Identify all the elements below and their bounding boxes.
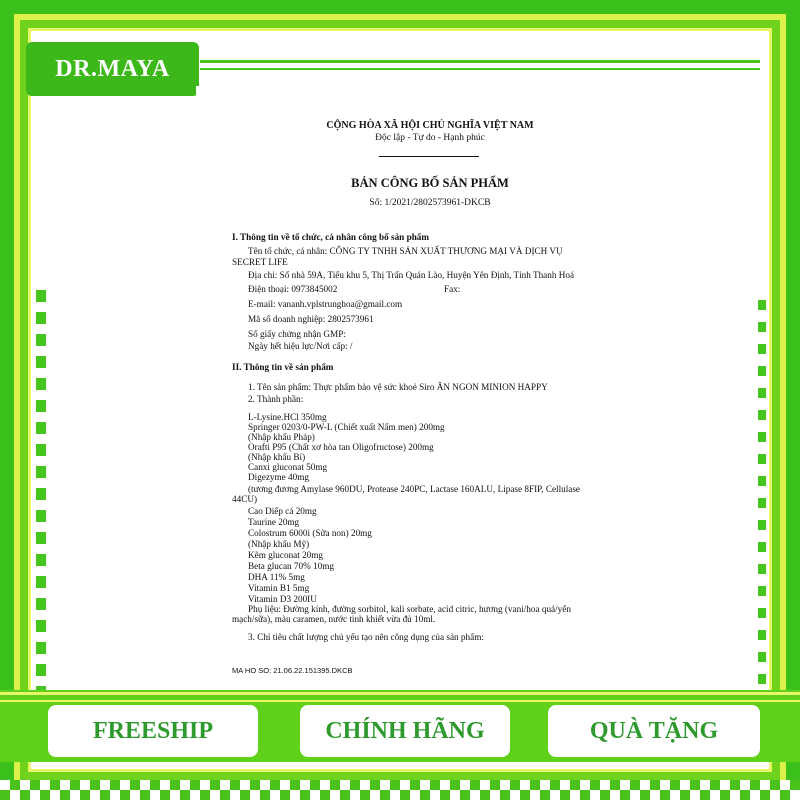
doc-number: Số: 1/2021/2802573961-DKCB (369, 198, 491, 208)
org-address: Địa chỉ: Số nhà 59A, Tiểu khu 5, Thị Trấn Quán Lào, Huyện Yên Định, Tỉnh Thanh Hoá (248, 270, 575, 280)
section1-title: I. Thông tin về tổ chức, cá nhân công bố sản phẩm (232, 232, 430, 242)
decor-dashes-right (758, 300, 766, 700)
ingredient-item: Vitamin D3 200IU (248, 594, 317, 604)
decor-lines (200, 60, 760, 72)
ingredient-item: Digezyme 40mg (248, 472, 309, 482)
ingredient-item: Springer 0203/0-PW-L (Chiết xuất Nấm men) 200mg (248, 422, 445, 432)
excipients-line2: mạch/sữa), màu caramen, nước tinh khiết vừa đủ 10ml. (232, 614, 436, 624)
ingredient-item: Vitamin B1 5mg (248, 583, 310, 593)
org-validity: Ngày hết hiệu lực/Nơi cấp: / (248, 341, 353, 351)
ingredient-item: Beta glucan 70% 10mg (248, 561, 334, 571)
org-email: E-mail: vananh.vplstrunghoa@gmail.com (248, 299, 403, 309)
authentic-badge: CHÍNH HÃNG (300, 705, 510, 757)
decor-dashes-left (36, 290, 46, 710)
ingredient-item: Canxi gluconat 50mg (248, 462, 328, 472)
org-name-line2: SECRET LIFE (232, 257, 288, 267)
quality-heading: 3. Chỉ tiêu chất lượng chủ yếu tạo nên công dụng của sản phẩm: (248, 632, 484, 642)
ingredient-item: Orafti P95 (Chất xơ hòa tan Oligofructose) 200mg (248, 442, 434, 452)
org-fax: Fax: (444, 284, 461, 294)
ingredient-item: DHA 11% 5mg (248, 572, 305, 582)
ingredient-item: Colostrum 6000i (Sữa non) 20mg (248, 528, 372, 538)
banner-line-top (0, 692, 800, 695)
ingredient-item: Taurine 20mg (248, 517, 300, 527)
freeship-badge: FREESHIP (48, 705, 258, 757)
doc-header-motto: Độc lập - Tự do - Hạnh phúc (375, 133, 485, 143)
ingredient-item: 44CU) (232, 494, 258, 504)
section2-title: II. Thông tin về sản phẩm (232, 362, 334, 372)
declaration-document (196, 86, 664, 690)
product-name: 1. Tên sản phẩm: Thực phẩm bảo vệ sức khoẻ Siro ĂN NGON MINION HAPPY (248, 382, 548, 392)
header-underline (379, 156, 479, 157)
brand-logo: DR.MAYA (26, 42, 199, 96)
org-gmp: Số giấy chứng nhận GMP: (248, 329, 346, 339)
ingredient-item: (Nhập khẩu Pháp) (248, 432, 315, 442)
gift-badge: QUÀ TẶNG (548, 705, 760, 757)
org-name-line1: Tên tổ chức, cá nhân: CÔNG TY TNHH SẢN XUẤT THƯƠNG MẠI VÀ DỊCH VỤ (248, 246, 563, 256)
file-code: MA HO SO: 21.06.22.151395.DKCB (232, 666, 353, 675)
ingredient-item: (Nhập khẩu Mỹ) (248, 539, 310, 549)
ingredient-item: Kẽm gluconat 20mg (248, 550, 324, 560)
ingredients-heading: 2. Thành phần: (248, 394, 304, 404)
ingredient-item: L-Lysine.HCl 350mg (248, 412, 327, 422)
checker-border-bottom-row2 (0, 790, 800, 800)
ingredient-item: (Nhập khẩu Bỉ) (248, 452, 306, 462)
ingredient-item: (tương đương Amylase 960DU, Protease 240PC, Lactase 160ALU, Lipase 8FIP, Cellulase (248, 484, 581, 494)
org-tax-code: Mã số doanh nghiệp: 2802573961 (248, 314, 374, 324)
ingredient-item: Cao Diếp cá 20mg (248, 506, 317, 516)
banner-line-2 (0, 700, 800, 702)
doc-title: BẢN CÔNG BỐ SẢN PHẨM (351, 176, 509, 190)
doc-header-nation: CỘNG HÒA XÃ HỘI CHỦ NGHĨA VIỆT NAM (326, 120, 534, 131)
excipients-line1: Phụ liệu: Đường kính, đường sorbitol, kali sorbate, acid citric, hương (vani/hoa quả/yến (248, 604, 571, 614)
org-phone: Điện thoại: 0973845002 (248, 284, 338, 294)
